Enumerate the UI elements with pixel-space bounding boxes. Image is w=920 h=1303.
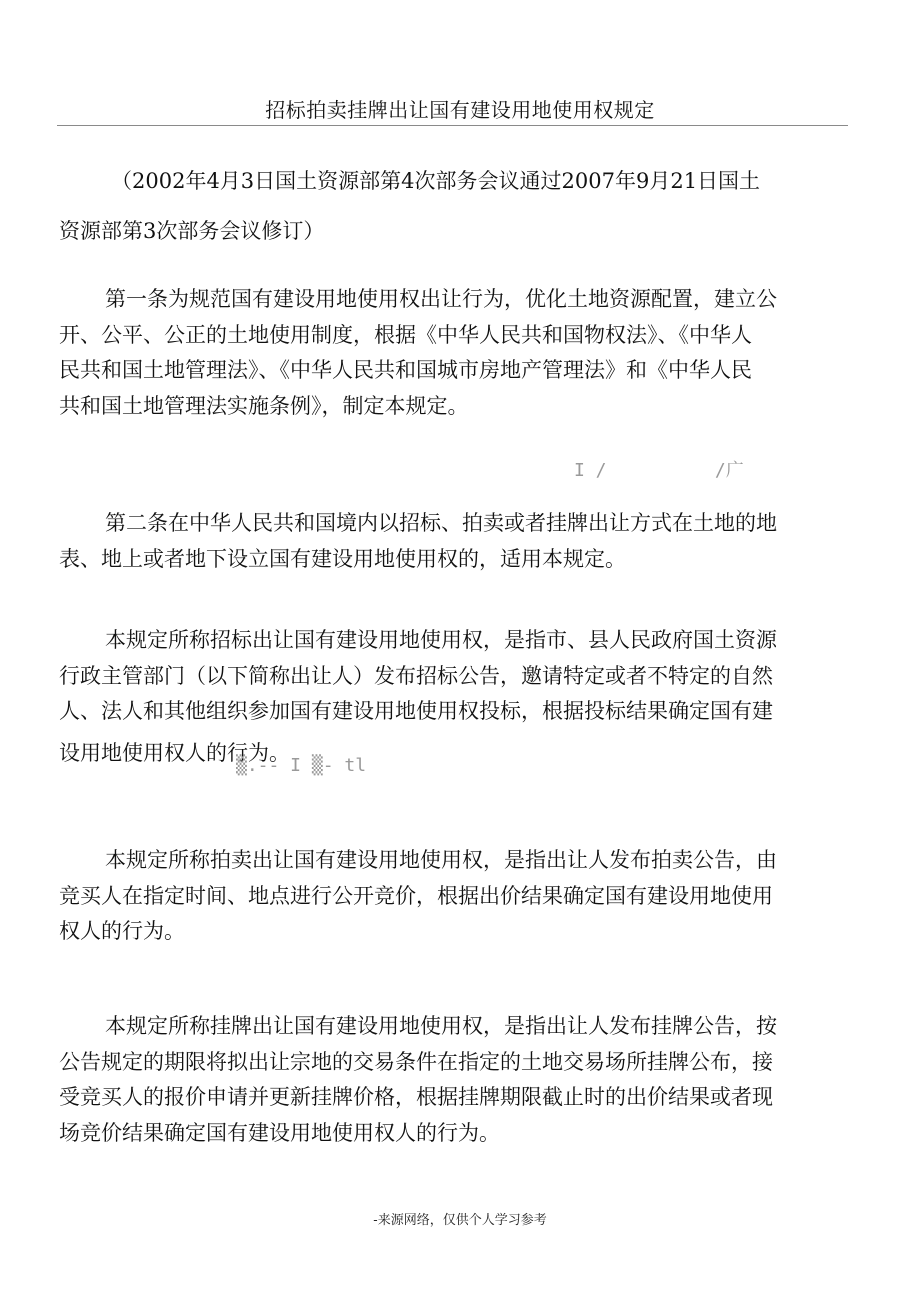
adoption-note-line: 资源部第3次部务会议修订） <box>59 218 325 243</box>
paragraph-line: 权人的行为。 <box>59 919 185 943</box>
listing-definition-paragraph <box>59 1009 785 1151</box>
paragraph-line: 本规定所称拍卖出让国有建设用地使用权，是指出让人发布拍卖公告，由 <box>105 848 777 872</box>
paragraph-line: 本规定所称挂牌出让国有建设用地使用权，是指出让人发布挂牌公告，按 <box>105 1014 777 1038</box>
tender-definition-paragraph <box>59 623 785 771</box>
paragraph-line: 本规定所称招标出让国有建设用地使用权，是指市、县人民政府国土资源 <box>105 628 777 652</box>
adoption-note-line: （2002年4月3日国土资源部第4次部务会议通过2007年9月21日国土 <box>111 169 761 193</box>
paragraph-line: 行政主管部门（以下简称出让人）发布招标公告，邀请特定或者不特定的自然 <box>59 663 773 688</box>
paragraph-line: 表、地上或者地下设立国有建设用地使用权的，适用本规定。 <box>59 546 626 571</box>
paragraph-line: 第二条在中华人民共和国境内以招标、拍卖或者挂牌出让方式在土地的地 <box>105 511 777 535</box>
scan-artifact: I / /广 <box>574 460 744 481</box>
paragraph-line: 共和国土地管理法实施条例》，制定本规定。 <box>59 393 469 418</box>
paragraph-line: 设用地使用权人的行为。 <box>59 740 290 765</box>
paragraph-line: 受竞买人的报价申请并更新挂牌价格，根据挂牌期限截止时的出价结果或者现 <box>59 1085 773 1109</box>
header-divider <box>57 125 848 126</box>
auction-definition-paragraph <box>59 843 785 950</box>
paragraph-line: 公告规定的期限将拟出让宗地的交易条件在指定的土地交易场所挂牌公布，接 <box>59 1049 773 1074</box>
paragraph-line: 竞买人在指定时间、地点进行公开竞价，根据出价结果确定国有建设用地使用 <box>59 883 773 908</box>
document-title: 招标拍卖挂牌出让国有建设用地使用权规定 <box>265 98 655 122</box>
article-2-paragraph <box>59 506 785 577</box>
article-1-paragraph <box>59 282 785 424</box>
paragraph-line: 民共和国土地管理法》、《中华人民共和国城市房地产管理法》和《中华人民 <box>59 358 752 382</box>
paragraph-line: 人、法人和其他组织参加国有建设用地使用权投标，根据投标结果确定国有建 <box>59 699 773 723</box>
paragraph-line: 开、公平、公正的土地使用制度，根据《中华人民共和国物权法》、《中华人 <box>59 322 752 347</box>
scan-artifact: ▒.-- I ▒- tl <box>236 755 367 776</box>
adoption-note <box>59 164 785 249</box>
footer-note: -来源网络，仅供个人学习参考 <box>373 1213 547 1228</box>
paragraph-line: 场竞价结果确定国有建设用地使用权人的行为。 <box>59 1120 500 1145</box>
paragraph-line: 第一条为规范国有建设用地使用权出让行为，优化土地资源配置，建立公 <box>105 287 777 311</box>
